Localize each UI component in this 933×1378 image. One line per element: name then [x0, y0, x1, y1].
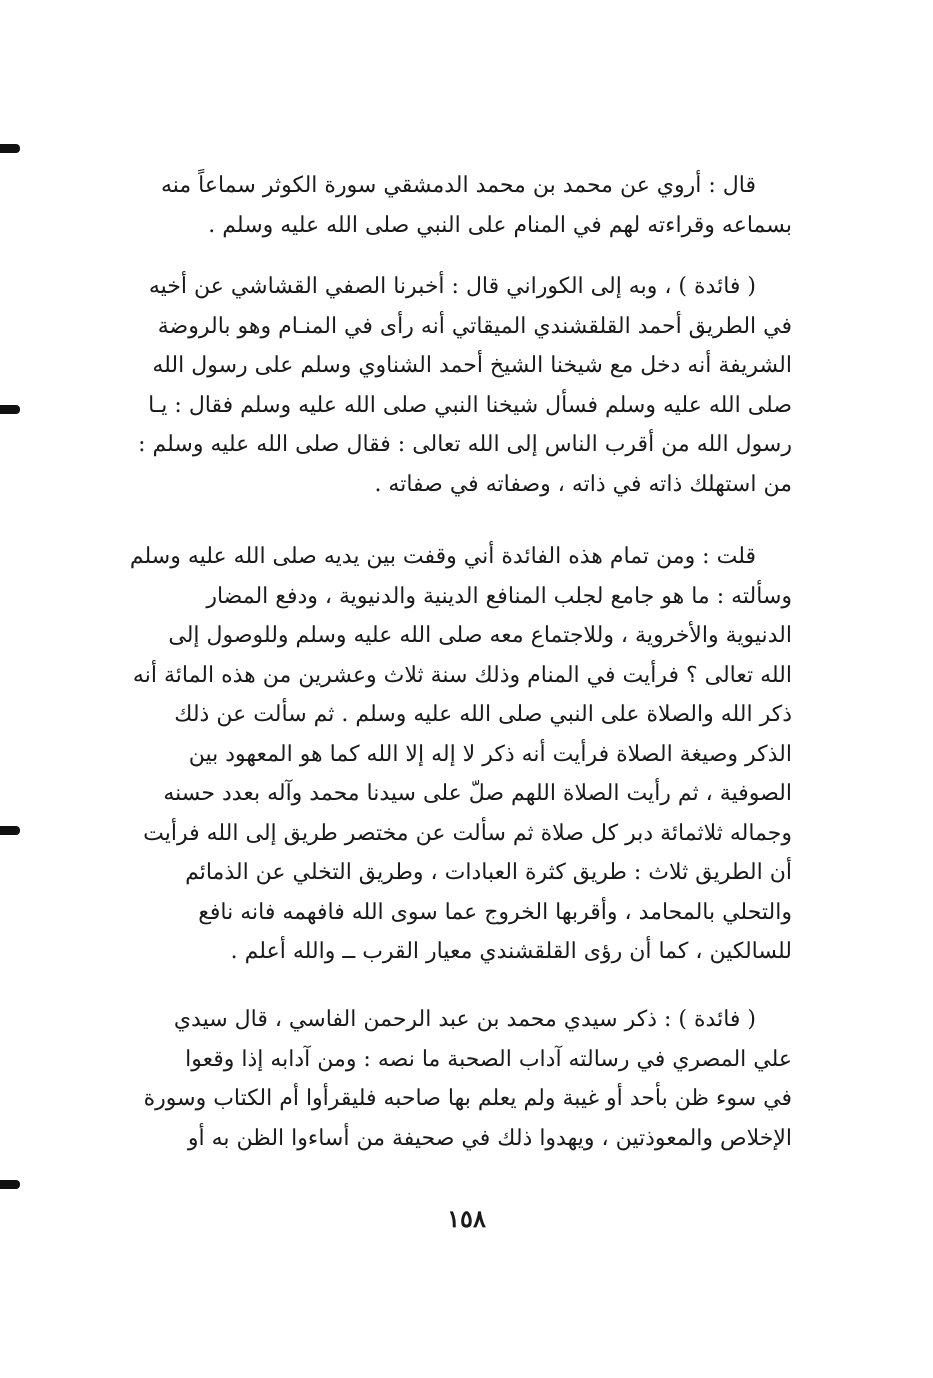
- text-line: وسألته : ما هو جامع لجلب المنافع الدينية والدنيوية ، ودفع المضار: [206, 583, 792, 609]
- text-line: في الطريق أحمد القلقشندي الميقاتي أنه رأى في المنـام وهو بالروضة: [157, 313, 792, 339]
- page-number: ١٥٨: [447, 1204, 486, 1233]
- text-line: والتحلي بالمحامد ، وأقربها الخروج عما سوى الله فافهمه فانه نافع: [198, 899, 792, 925]
- margin-mark: [0, 826, 20, 835]
- text-line: بسماعه وقراءته لهم في المنام على النبي صلى الله عليه وسلم .: [208, 212, 792, 238]
- margin-mark: [0, 144, 20, 153]
- text-line: علي المصري في رسالته آداب الصحبة ما نصه : ومن آدابه إذا وقعوا: [185, 1046, 792, 1072]
- text-line: في سوء ظن بأحد أو غيبة ولم يعلم بها صاحبه فليقرأوا أم الكتاب وسورة: [143, 1086, 792, 1111]
- text-line: قلت : ومن تمام هذه الفائدة أني وقفت بين يديه صلى الله عليه وسلم: [129, 544, 756, 569]
- text-line: للسالكين ، كما أن رؤى القلقشندي معيار القرب ــ والله أعلم .: [230, 939, 792, 964]
- text-line: الدنيوية والأخروية ، وللاجتماع معه صلى الله عليه وسلم وللوصول إلى: [168, 623, 792, 648]
- text-line: ( فائدة ) : ذكر سيدي محمد بن عبد الرحمن الفاسي ، قال سيدي: [173, 1007, 756, 1032]
- paragraph-2: [118, 267, 792, 504]
- margin-mark: [0, 405, 20, 414]
- text-line: الشريفة أنه دخل مع شيخنا الشيخ أحمد الشناوي وسلم على رسول الله: [152, 353, 792, 378]
- text-line: ( فائدة ) ، وبه إلى الكوراني قال : أخبرنا الصفي القشاشي عن أخيه: [148, 274, 756, 299]
- paragraph-1: [118, 166, 792, 245]
- text-line: الله تعالى ؟ فرأيت في المنام وذلك سنة ثلاث وعشرين من هذه المائة أنه: [132, 662, 792, 688]
- text-line: من استهلك ذاته في ذاته ، وصفاته في صفاته .: [374, 471, 792, 497]
- text-line: رسول الله من أقرب الناس إلى الله تعالى : فقال صلى الله عليه وسلم :: [138, 432, 792, 457]
- paragraph-3: [118, 537, 792, 972]
- text-line: الصوفية ، ثم رأيت الصلاة اللهم صلّ على سيدنا محمد وآله بعدد حسنه: [163, 781, 792, 806]
- text-line: صلى الله عليه وسلم فسأل شيخنا النبي صلى الله عليه وسلم فقال : يـا: [148, 392, 792, 418]
- paragraph-4: [118, 1000, 792, 1158]
- text-line: الإخلاص والمعوذتين ، ويهدوا ذلك في صحيفة من أساءوا الظن به أو: [187, 1125, 792, 1151]
- margin-mark: [0, 1180, 20, 1189]
- text-line: الذكر وصيغة الصلاة فرأيت أنه ذكر لا إله إلا الله كما هو المعهود بين: [188, 741, 792, 767]
- text-line: أن الطريق ثلاث : طريق كثرة العبادات ، وطريق التخلي عن الذمائم: [185, 860, 792, 885]
- text-line: ذكر الله والصلاة على النبي صلى الله عليه وسلم . ثم سألت عن ذلك: [174, 702, 792, 727]
- text-line: وجماله ثلاثمائة دبر كل صلاة ثم سألت عن مختصر طريق إلى الله فرأيت: [143, 820, 792, 846]
- text-line: قال : أروي عن محمد بن محمد الدمشقي سورة الكوثر سماعاً منه: [160, 173, 756, 198]
